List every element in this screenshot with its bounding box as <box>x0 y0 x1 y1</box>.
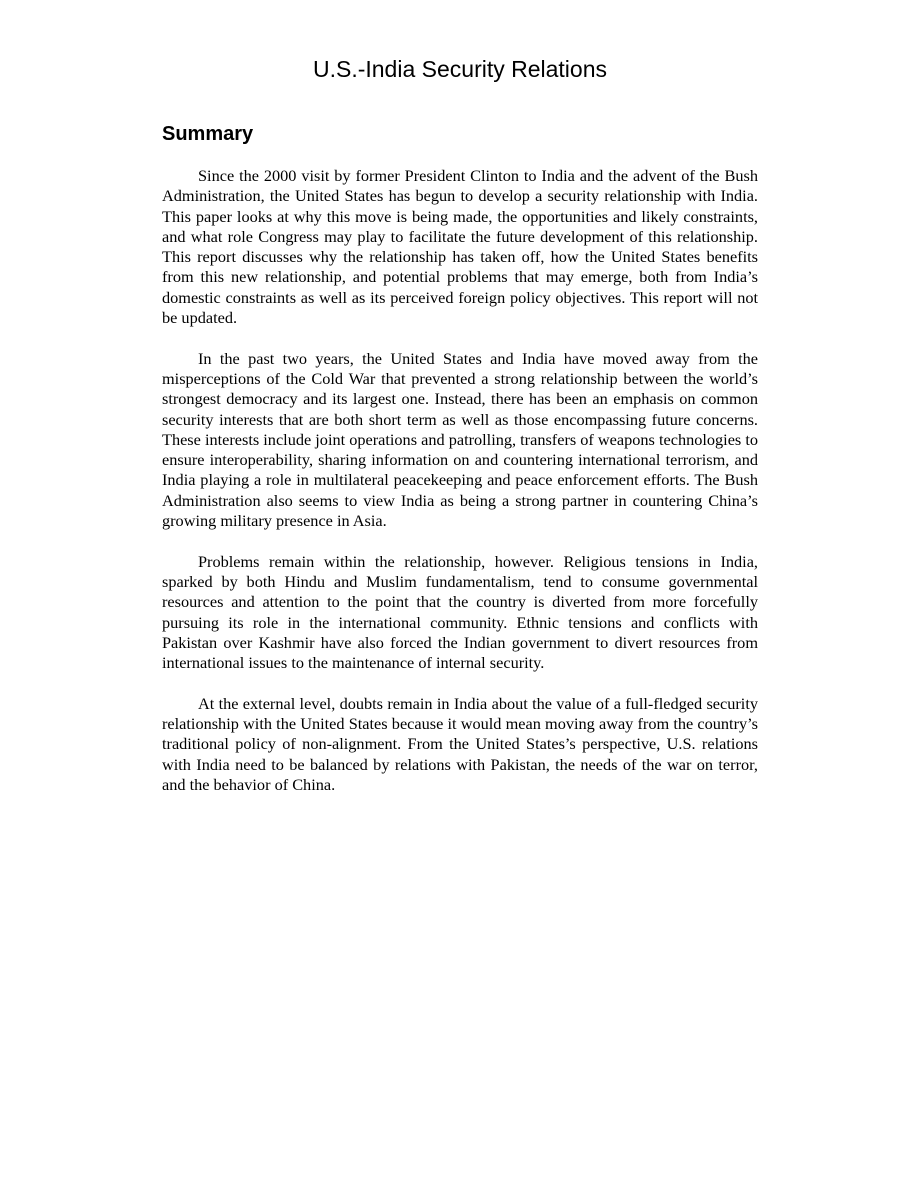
summary-paragraph-4: At the external level, doubts remain in India about the value of a full-fledged security relationship with the United States because it would mean moving away from the country’s traditional policy of non-alignment. From the United States’s perspective, U.S. relations with India need to be balanced by relations with Pakistan, the needs of the war on terror, and the behavior of China. <box>162 693 758 794</box>
summary-paragraph-1: Since the 2000 visit by former President Clinton to India and the advent of the Bush Administration, the United States has begun to develop a security relationship with India. This paper looks at why this move is being made, the opportunities and likely constraints, and what role Congress may play to facilitate the future development of this relationship. This report discusses why the relationship has taken off, how the United States benefits from this new relationship, and potential problems that may emerge, both from India’s domestic constraints as well as its perceived foreign policy objectives. This report will not be updated. <box>162 166 758 328</box>
document-title: U.S.-India Security Relations <box>312 56 607 82</box>
summary-paragraph-2: In the past two years, the United States and India have moved away from the misperceptions of the Cold War that prevented a strong relationship between the world’s strongest democracy and its largest one. Instead, there has been an emphasis on common security interests that are both short term as well as those encompassing future concerns. These interests include joint operations and patrolling, transfers of weapons technologies to ensure interoperability, sharing information on and countering international terrorism, and India playing a role in multilateral peacekeeping and peace enforcement efforts. The Bush Administration also seems to view India as being a strong partner in countering China’s growing military presence in Asia. <box>162 348 758 531</box>
summary-paragraph-3: Problems remain within the relationship, however. Religious tensions in India, sparked by both Hindu and Muslim fundamentalism, tend to consume governmental resources and attention to the point that the country is diverted from more forcefully pursuing its role in the international community. Ethnic tensions and conflicts with Pakistan over Kashmir have also forced the Indian government to divert resources from international issues to the maintenance of internal security. <box>162 551 758 673</box>
summary-heading: Summary <box>162 123 254 145</box>
summary-body <box>162 166 758 816</box>
